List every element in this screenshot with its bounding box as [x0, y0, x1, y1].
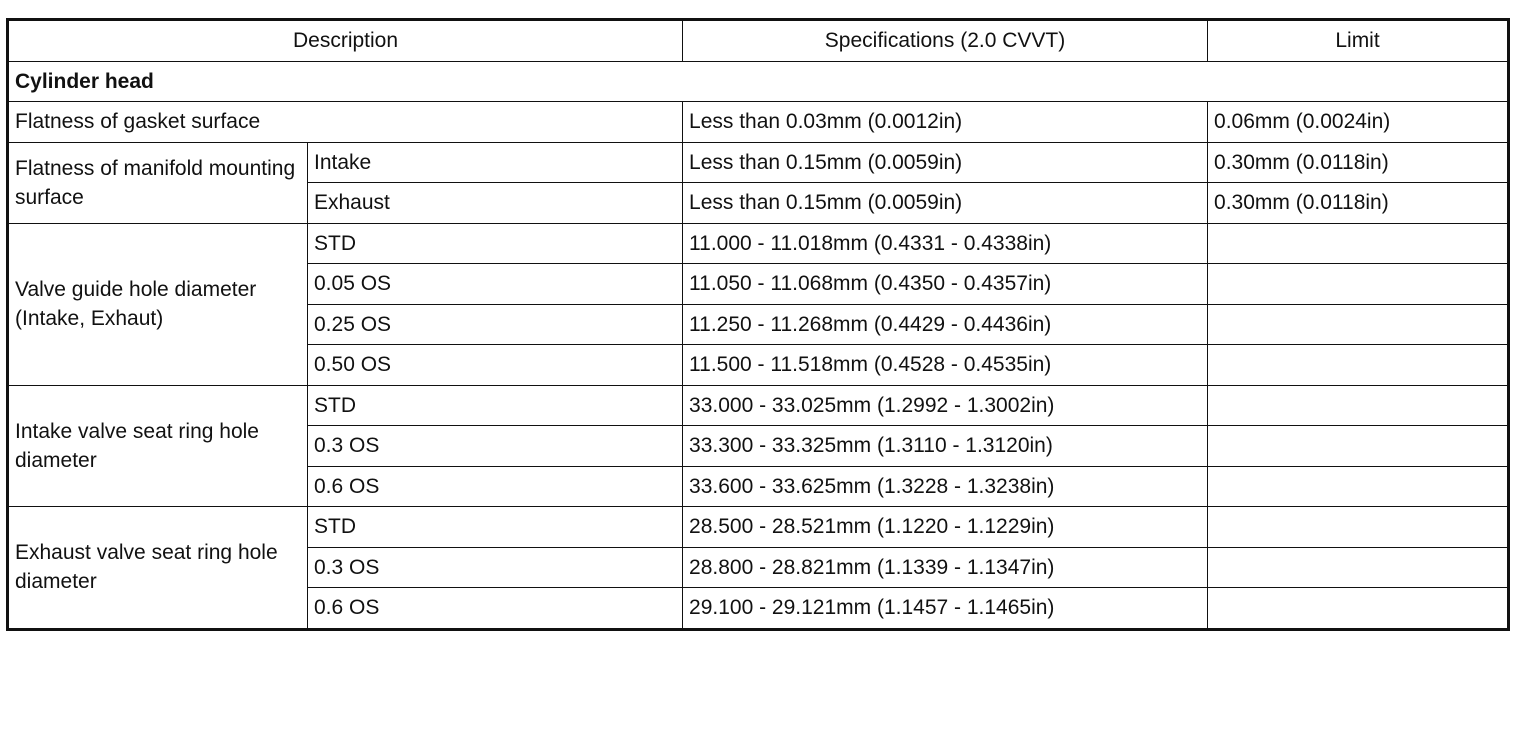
intake-seat-sub: 0.3 OS [308, 426, 683, 467]
manifold-sub: Intake [308, 142, 683, 183]
table-row [8, 102, 1509, 143]
table-row [8, 385, 1509, 426]
table-row [8, 507, 1509, 548]
manifold-spec: Less than 0.15mm (0.0059in) [683, 142, 1208, 183]
header-limit: Limit [1208, 20, 1509, 62]
valve-guide-description-line1: Valve guide hole diameter [15, 278, 257, 301]
header-specifications: Specifications (2.0 CVVT) [683, 20, 1208, 62]
valve-guide-sub: 0.25 OS [308, 304, 683, 345]
valve-guide-limit [1208, 304, 1509, 345]
valve-guide-limit [1208, 264, 1509, 305]
exhaust-seat-limit [1208, 547, 1509, 588]
exhaust-seat-sub: 0.3 OS [308, 547, 683, 588]
valve-guide-description-line2: (Intake, Exhaut) [15, 307, 164, 330]
intake-seat-sub: STD [308, 385, 683, 426]
exhaust-seat-spec: 28.500 - 28.521mm (1.1220 - 1.1229in) [683, 507, 1208, 548]
gasket-description: Flatness of gasket surface [8, 102, 683, 143]
valve-guide-limit [1208, 223, 1509, 264]
valve-guide-sub: STD [308, 223, 683, 264]
valve-guide-spec: 11.000 - 11.018mm (0.4331 - 0.4338in) [683, 223, 1208, 264]
table-row [8, 142, 1509, 183]
gasket-spec: Less than 0.03mm (0.0012in) [683, 102, 1208, 143]
manifold-limit: 0.30mm (0.0118in) [1208, 183, 1509, 224]
valve-guide-spec: 11.050 - 11.068mm (0.4350 - 0.4357in) [683, 264, 1208, 305]
intake-seat-description: Intake valve seat ring hole diameter [8, 385, 308, 507]
exhaust-seat-limit [1208, 507, 1509, 548]
intake-seat-spec: 33.000 - 33.025mm (1.2992 - 1.3002in) [683, 385, 1208, 426]
valve-guide-spec: 11.250 - 11.268mm (0.4429 - 0.4436in) [683, 304, 1208, 345]
valve-guide-spec: 11.500 - 11.518mm (0.4528 - 0.4535in) [683, 345, 1208, 386]
header-description: Description [8, 20, 683, 62]
gasket-limit: 0.06mm (0.0024in) [1208, 102, 1509, 143]
cylinder-head-spec-table [6, 18, 1510, 631]
valve-guide-limit [1208, 345, 1509, 386]
manifold-limit: 0.30mm (0.0118in) [1208, 142, 1509, 183]
manifold-description: Flatness of manifold mounting surface [8, 142, 308, 223]
exhaust-seat-sub: STD [308, 507, 683, 548]
intake-seat-limit [1208, 426, 1509, 467]
exhaust-seat-spec: 29.100 - 29.121mm (1.1457 - 1.1465in) [683, 588, 1208, 630]
exhaust-seat-limit [1208, 588, 1509, 630]
intake-seat-limit [1208, 466, 1509, 507]
intake-seat-limit [1208, 385, 1509, 426]
header-row [8, 20, 1509, 62]
section-row [8, 61, 1509, 102]
manifold-sub: Exhaust [308, 183, 683, 224]
exhaust-seat-sub: 0.6 OS [308, 588, 683, 630]
valve-guide-description [8, 223, 308, 385]
valve-guide-sub: 0.05 OS [308, 264, 683, 305]
valve-guide-sub: 0.50 OS [308, 345, 683, 386]
intake-seat-spec: 33.300 - 33.325mm (1.3110 - 1.3120in) [683, 426, 1208, 467]
exhaust-seat-spec: 28.800 - 28.821mm (1.1339 - 1.1347in) [683, 547, 1208, 588]
manifold-spec: Less than 0.15mm (0.0059in) [683, 183, 1208, 224]
exhaust-seat-description: Exhaust valve seat ring hole diameter [8, 507, 308, 630]
intake-seat-spec: 33.600 - 33.625mm (1.3228 - 1.3238in) [683, 466, 1208, 507]
intake-seat-sub: 0.6 OS [308, 466, 683, 507]
table-row [8, 223, 1509, 264]
section-title: Cylinder head [8, 61, 1509, 102]
